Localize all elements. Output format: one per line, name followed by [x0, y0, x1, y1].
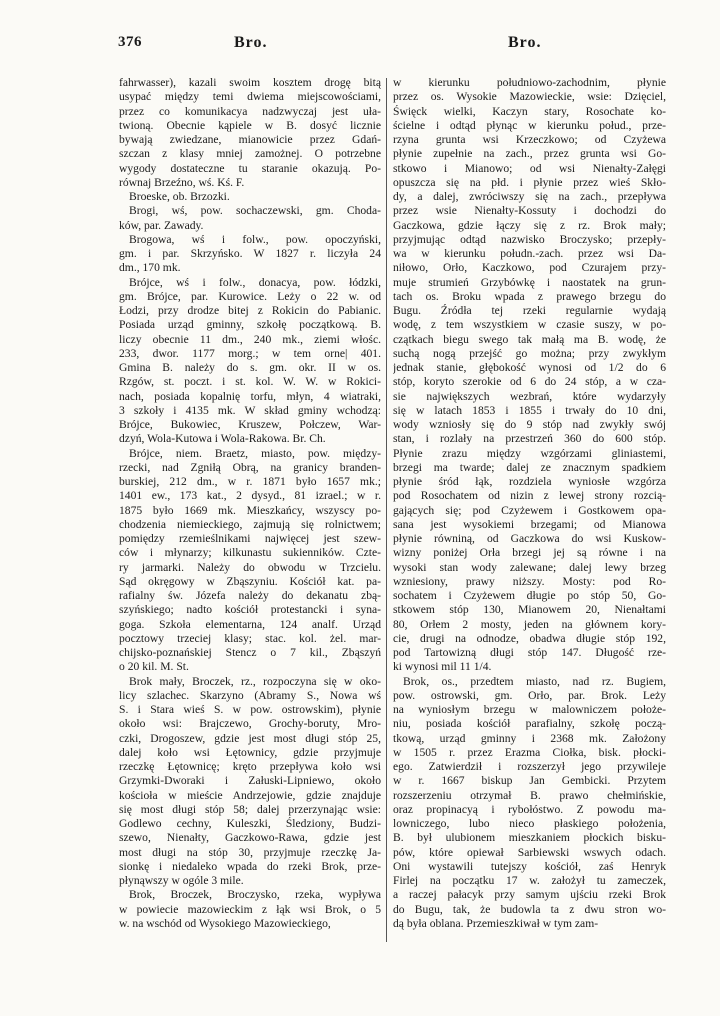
- text-line: tach os. Broku wpada z prawego brzegu do: [393, 289, 666, 303]
- text-line: ścielne i odtąd płynąc w kierunku połud., prze-: [393, 118, 666, 132]
- text-line: Brójce, wś i folw., donacya, pow. łódzki,: [129, 275, 381, 289]
- text-line: stkowo i Mianowo; od wsi Nienałty-Załęgi: [393, 161, 666, 175]
- text-line: sie największych wezbrań, które wydarzyły: [393, 389, 666, 403]
- text-line: przez os. Wysokie Mazowieckie, wsie: Dzięciel,: [393, 90, 666, 104]
- text-line: 233, dwor. 1177 morg.; w tem orne| 401.: [119, 346, 381, 360]
- text-line: suchą nogą przejść go można; przy zwykłym: [393, 346, 666, 360]
- text-line: Oni wystawili tutejszy kościół, zaś Henryk: [393, 859, 666, 873]
- text-line: Brogi, wś, pow. sochaczewski, gm. Choda-: [129, 204, 381, 218]
- text-line: chijsko-poznańskiej Stencz o 7 kil., Zbąszyń: [119, 646, 381, 659]
- text-line: rafialny św. Józefa należy do dekanatu zbą-: [119, 589, 381, 602]
- text-line: dą była oblana. Przemieszkiwał w tym zam-: [393, 916, 599, 930]
- text-line: równaj Brzeźno, wś. Kś. F.: [119, 175, 245, 189]
- text-line: ków, par. Zawady.: [119, 218, 204, 232]
- text-line: Święck wielki, Kaczyn stary, Rosochate ko-: [393, 104, 666, 118]
- text-line: do Bugu, tak, że budowla ta z dwu stron wo-: [393, 902, 666, 916]
- page-number: 376: [118, 34, 142, 50]
- text-line: lowniczego, lubo nieco płaskiego położenia,: [393, 817, 666, 830]
- text-line: płynie śród łąk, rozdziela wyniosłe wzgórza: [393, 475, 666, 488]
- text-line: w r. 1667 biskup Jan Gembicki. Przytem: [393, 774, 666, 788]
- text-line: Grzymki-Dworaki i Załuski-Lipniewo, około: [119, 774, 381, 788]
- text-line: wizny poniżej Orła brzegi jej są równe i na: [393, 546, 666, 560]
- text-line: się most długi stóp 58; dalej przerzynając wsie:: [119, 802, 381, 816]
- text-line: wodę, z tem wszystkiem w czasie suszy, w po-: [393, 318, 666, 332]
- text-line: sochatem i Czyżewem długie po stóp 50, Go-: [393, 589, 666, 602]
- text-line: w. na wschód od Wysokiego Mazowieckiego,: [119, 916, 331, 930]
- text-line: Płynie zrazu między wzgórzami gliniastemi,: [393, 446, 666, 460]
- text-line: pod Tartowizną długi stóp 147. Długość rze-: [393, 646, 666, 659]
- text-line: stan, i rozlały na przestrzeń 360 do 600 stóp.: [393, 432, 666, 446]
- text-line: gm. Brójce, par. Kurowice. Leży o 22 w. od: [119, 289, 381, 303]
- text-line: jednak stanie, głębokość wynosi od 1/2 do 6: [393, 361, 666, 374]
- text-line: 80, Orłem 2 mosty, jeden na głównem kory-: [393, 617, 666, 631]
- text-line: szewo, Nienałty, Gaczkowo-Rawa, gdzie jest: [119, 831, 381, 845]
- text-line: szyńskiego; nadto kościół protestancki i syna-: [119, 603, 381, 617]
- text-line: dzyń, Wola-Kutowa i Wola-Rakowa. Br. Ch.: [119, 432, 326, 446]
- text-line: Brójce, Bukowiec, Kruszew, Połczew, War-: [119, 418, 381, 431]
- text-line: dy, a dalej, zwróciwszy się na zach., przepływa: [393, 190, 666, 203]
- text-line: Brogowa, wś i folw., pow. opoczyński,: [129, 232, 381, 246]
- text-line: a raczej pałacyk przy samym ujściu rzeki Brok: [393, 888, 666, 902]
- text-line: twioną. Obecnie kąpiele w B. dosyć licznie: [119, 118, 381, 132]
- text-line: opuszcza się na płd. i płynie przez wieś Skło-: [393, 175, 666, 189]
- column-divider: [386, 78, 387, 942]
- text-line: brzegi ma twarde; dalej ze znacznym spadkiem: [393, 460, 666, 474]
- text-line: Łodzi, przy drodze bitej z Rokicin do Pabianic.: [119, 304, 381, 317]
- text-line: most długi na stóp 30, przyjmuje rzeczkę Ja-: [119, 845, 381, 859]
- text-line: w powiecie mazowieckim z łąk wsi Brok, o 5: [119, 902, 381, 916]
- text-line: ry jarmarki. Należy do obwodu w Trzcielu.: [119, 560, 381, 574]
- text-line: około wsi: Brajczewo, Grochy-boruty, Mro-: [119, 717, 381, 731]
- text-line: oraz propinacyą i rybołóstwo. Z powodu ma-: [393, 802, 666, 816]
- text-line: stkowem stóp 130, Mianowem 20, Nienałtami: [393, 603, 666, 617]
- text-line: ki wynosi mil 11 1/4.: [393, 660, 492, 674]
- page-header: [0, 34, 720, 56]
- text-line: wa w kierunku połudn.-zach. przez wsi Da-: [393, 247, 666, 260]
- text-line: wzniesiony, prawy niższy. Mosty: pod Ro-: [393, 574, 666, 588]
- text-line: o 20 kil. M. St.: [119, 660, 189, 674]
- text-line: Bugu. Źródła tej rzeki regularnie wydają: [393, 304, 666, 317]
- text-line: płynie zupełnie na zach., przez grunta wsi Go-: [393, 147, 666, 161]
- text-line: cie, drugi na odnodze, obadwa długie stóp 192,: [393, 631, 666, 645]
- text-line: płynąwszy w ogóle 3 mile.: [119, 874, 244, 887]
- text-line: rzecki, nad Zgniłą Obrą, na granicy branden-: [119, 460, 381, 474]
- text-line: gających się; pod Czyżewem i Gostkowem opa-: [393, 503, 666, 517]
- text-line: Brok, Broczek, Broczysko, rzeka, wypływa: [129, 888, 381, 902]
- text-line: ców i młynarzy; kilkunastu sukienników. Czte-: [119, 546, 381, 560]
- text-line: rzyna grunta wsi Krzeczkowo; od Czyżewa: [393, 133, 666, 146]
- text-line: przez wsie Nienałty-Kossuty i dochodzi do: [393, 204, 666, 218]
- text-line: Gaczkowa, gdzie łączy się z rz. Brok mały;: [393, 218, 666, 232]
- text-line: 3 szkoły i 4135 mk. W skład gminy wchodzą:: [119, 403, 381, 417]
- text-line: Rzgów, st. poczt. i st. kol. W. W. w Rokici-: [119, 375, 381, 389]
- text-line: licy szlachec. Skarzyno (Abramy S., Nowa wś: [119, 688, 381, 702]
- text-line: pow. ostrowski, gm. Orło, par. Brok. Leży: [393, 688, 666, 702]
- running-head-right: Bro.: [508, 34, 542, 51]
- text-line: Brok mały, Broczek, rz., rozpoczyna się w oko-: [129, 674, 381, 688]
- text-line: Broeske, ob. Brzozki.: [129, 190, 230, 203]
- text-line: rozszerzeniu otrzymał B. prawo chełmińskie,: [393, 788, 666, 802]
- text-line: Posiada urząd gminny, szkołę początkową. B.: [119, 318, 381, 332]
- text-line: w 1505 r. przez Erazma Ciołka, bisk. płocki-: [393, 745, 666, 759]
- text-line: płynie równiną, od Gaczkowa do wsi Kuskow-: [393, 532, 666, 545]
- text-line: stóp, koryto szerokie od 6 do 24 stóp, a w cza-: [393, 375, 666, 389]
- text-line: sionkę i niedaleko wpada do rzeki Brok, prze-: [119, 859, 381, 873]
- text-line: się w latach 1853 i 1855 i trwały do 10 dni,: [393, 403, 666, 417]
- text-line: niu, posiada kościół parafialny, szkołę począ-: [393, 717, 666, 731]
- text-line: S. i Stara wieś S. w pow. ostrowskim), płynie: [119, 703, 381, 716]
- text-line: pod Rosochatem od nizin z lewej strony rozcią-: [393, 489, 666, 503]
- text-line: muje strumień Grzybówkę i naostatek na grun-: [393, 275, 666, 289]
- text-line: Firlej na początku 17 w. założył tu zameczek,: [393, 874, 666, 887]
- text-line: 1401 ew., 173 kat., 2 dysyd., 81 izrael.; w r.: [119, 489, 381, 503]
- text-line: wysoki stan wody zalewane; dalej lewy brzeg: [393, 560, 666, 574]
- text-line: tkową, urząd gminny i 2368 mk. Założony: [393, 731, 666, 745]
- text-line: pów, które opiewał Sarbiewski wswych odach.: [393, 845, 666, 859]
- text-line: przyjmując odtąd nazwisko Broczysko; przepły-: [393, 232, 666, 246]
- text-line: liczy obecnie 11 dm., 240 mk., ziemi włośc.: [119, 332, 381, 346]
- text-line: dm., 170 mk.: [119, 261, 181, 275]
- text-line: B. był ulubionem mieszkaniem płockich bisku-: [393, 831, 666, 845]
- text-line: w kierunku południowo-zachodnim, płynie: [393, 76, 666, 89]
- text-line: goga. Szkoła elementarna, 124 analf. Urząd: [119, 617, 381, 631]
- left-column: [119, 76, 381, 931]
- text-line: pocztowy trzeciej klasy; stac. kol. żel. mar-: [119, 631, 381, 645]
- text-line: fahrwasser), kazali swoim kosztem drogę bitą: [119, 76, 381, 89]
- text-line: kościoła w mieście Andrzejowie, gdzie znajduje: [119, 788, 381, 802]
- text-line: niłowo, Orło, Kaczkowo, pod Czurajem przy-: [393, 261, 666, 275]
- text-line: sana jest wysokiemi brzegami; od Mianowa: [393, 517, 666, 531]
- text-line: usypać między temi dwiema miejscowościami,: [119, 90, 381, 104]
- right-column: [393, 76, 666, 931]
- text-line: na wyniosłym brzegu w malowniczem położe-: [393, 703, 666, 716]
- text-line: wygody dostateczne tu staranie okazują. Po-: [119, 161, 381, 175]
- text-line: chodzenia niemieckiego, zajmują się rolnictwem;: [119, 517, 381, 531]
- text-line: pomiędzy rzemieślnikami najwięcej jest szew-: [119, 532, 381, 545]
- text-line: Gmina B. należy do s. gm. okr. II w os.: [119, 361, 381, 374]
- text-line: rzeczkę Łętownicę; kręto przepływa koło wsi: [119, 760, 381, 773]
- text-line: Godlewo cechny, Kuleszki, Śledziony, Budzi-: [119, 817, 381, 830]
- text-line: wody wzniosły się do 9 stóp nad zwykły swój: [393, 418, 666, 431]
- running-head-left: Bro.: [234, 34, 268, 51]
- text-line: nach, posiada kopalnię torfu, młyn, 4 wiatraki,: [119, 389, 381, 403]
- text-line: czątkach biegu swego tak małą ma B. wodę, że: [393, 332, 666, 346]
- text-line: Brójce, niem. Braetz, miasto, pow. między-: [129, 446, 381, 460]
- text-line: 1875 było 1669 mk. Mieszkańcy, wszyscy po-: [119, 503, 381, 517]
- text-line: dalej koło wsi Łętownicy, gdzie przyjmuje: [119, 745, 381, 759]
- text-line: ego. Zatwierdził i rozszerzył jego przywileje: [393, 760, 666, 773]
- text-line: szczan z klasy mniej zamożnej. O potrzebne: [119, 147, 381, 161]
- text-line: przez co komunikacya nadzwyczaj jest uła-: [119, 104, 381, 118]
- text-line: Brok, os., przedtem miasto, nad rz. Bugiem,: [403, 674, 666, 688]
- text-line: czki, Drogoszew, gdzie jest most długi stóp 25,: [119, 731, 381, 745]
- text-line: gm. i par. Skrzyńsko. W 1827 r. liczyła 24: [119, 247, 381, 260]
- text-line: Sąd okręgowy w Zbąszyniu. Kościół kat. pa-: [119, 574, 381, 588]
- text-line: burskiej, 212 dm., w r. 1871 było 1657 mk.;: [119, 475, 381, 488]
- text-line: bywają zwiedzane, mianowicie przez Gdań-: [119, 133, 381, 146]
